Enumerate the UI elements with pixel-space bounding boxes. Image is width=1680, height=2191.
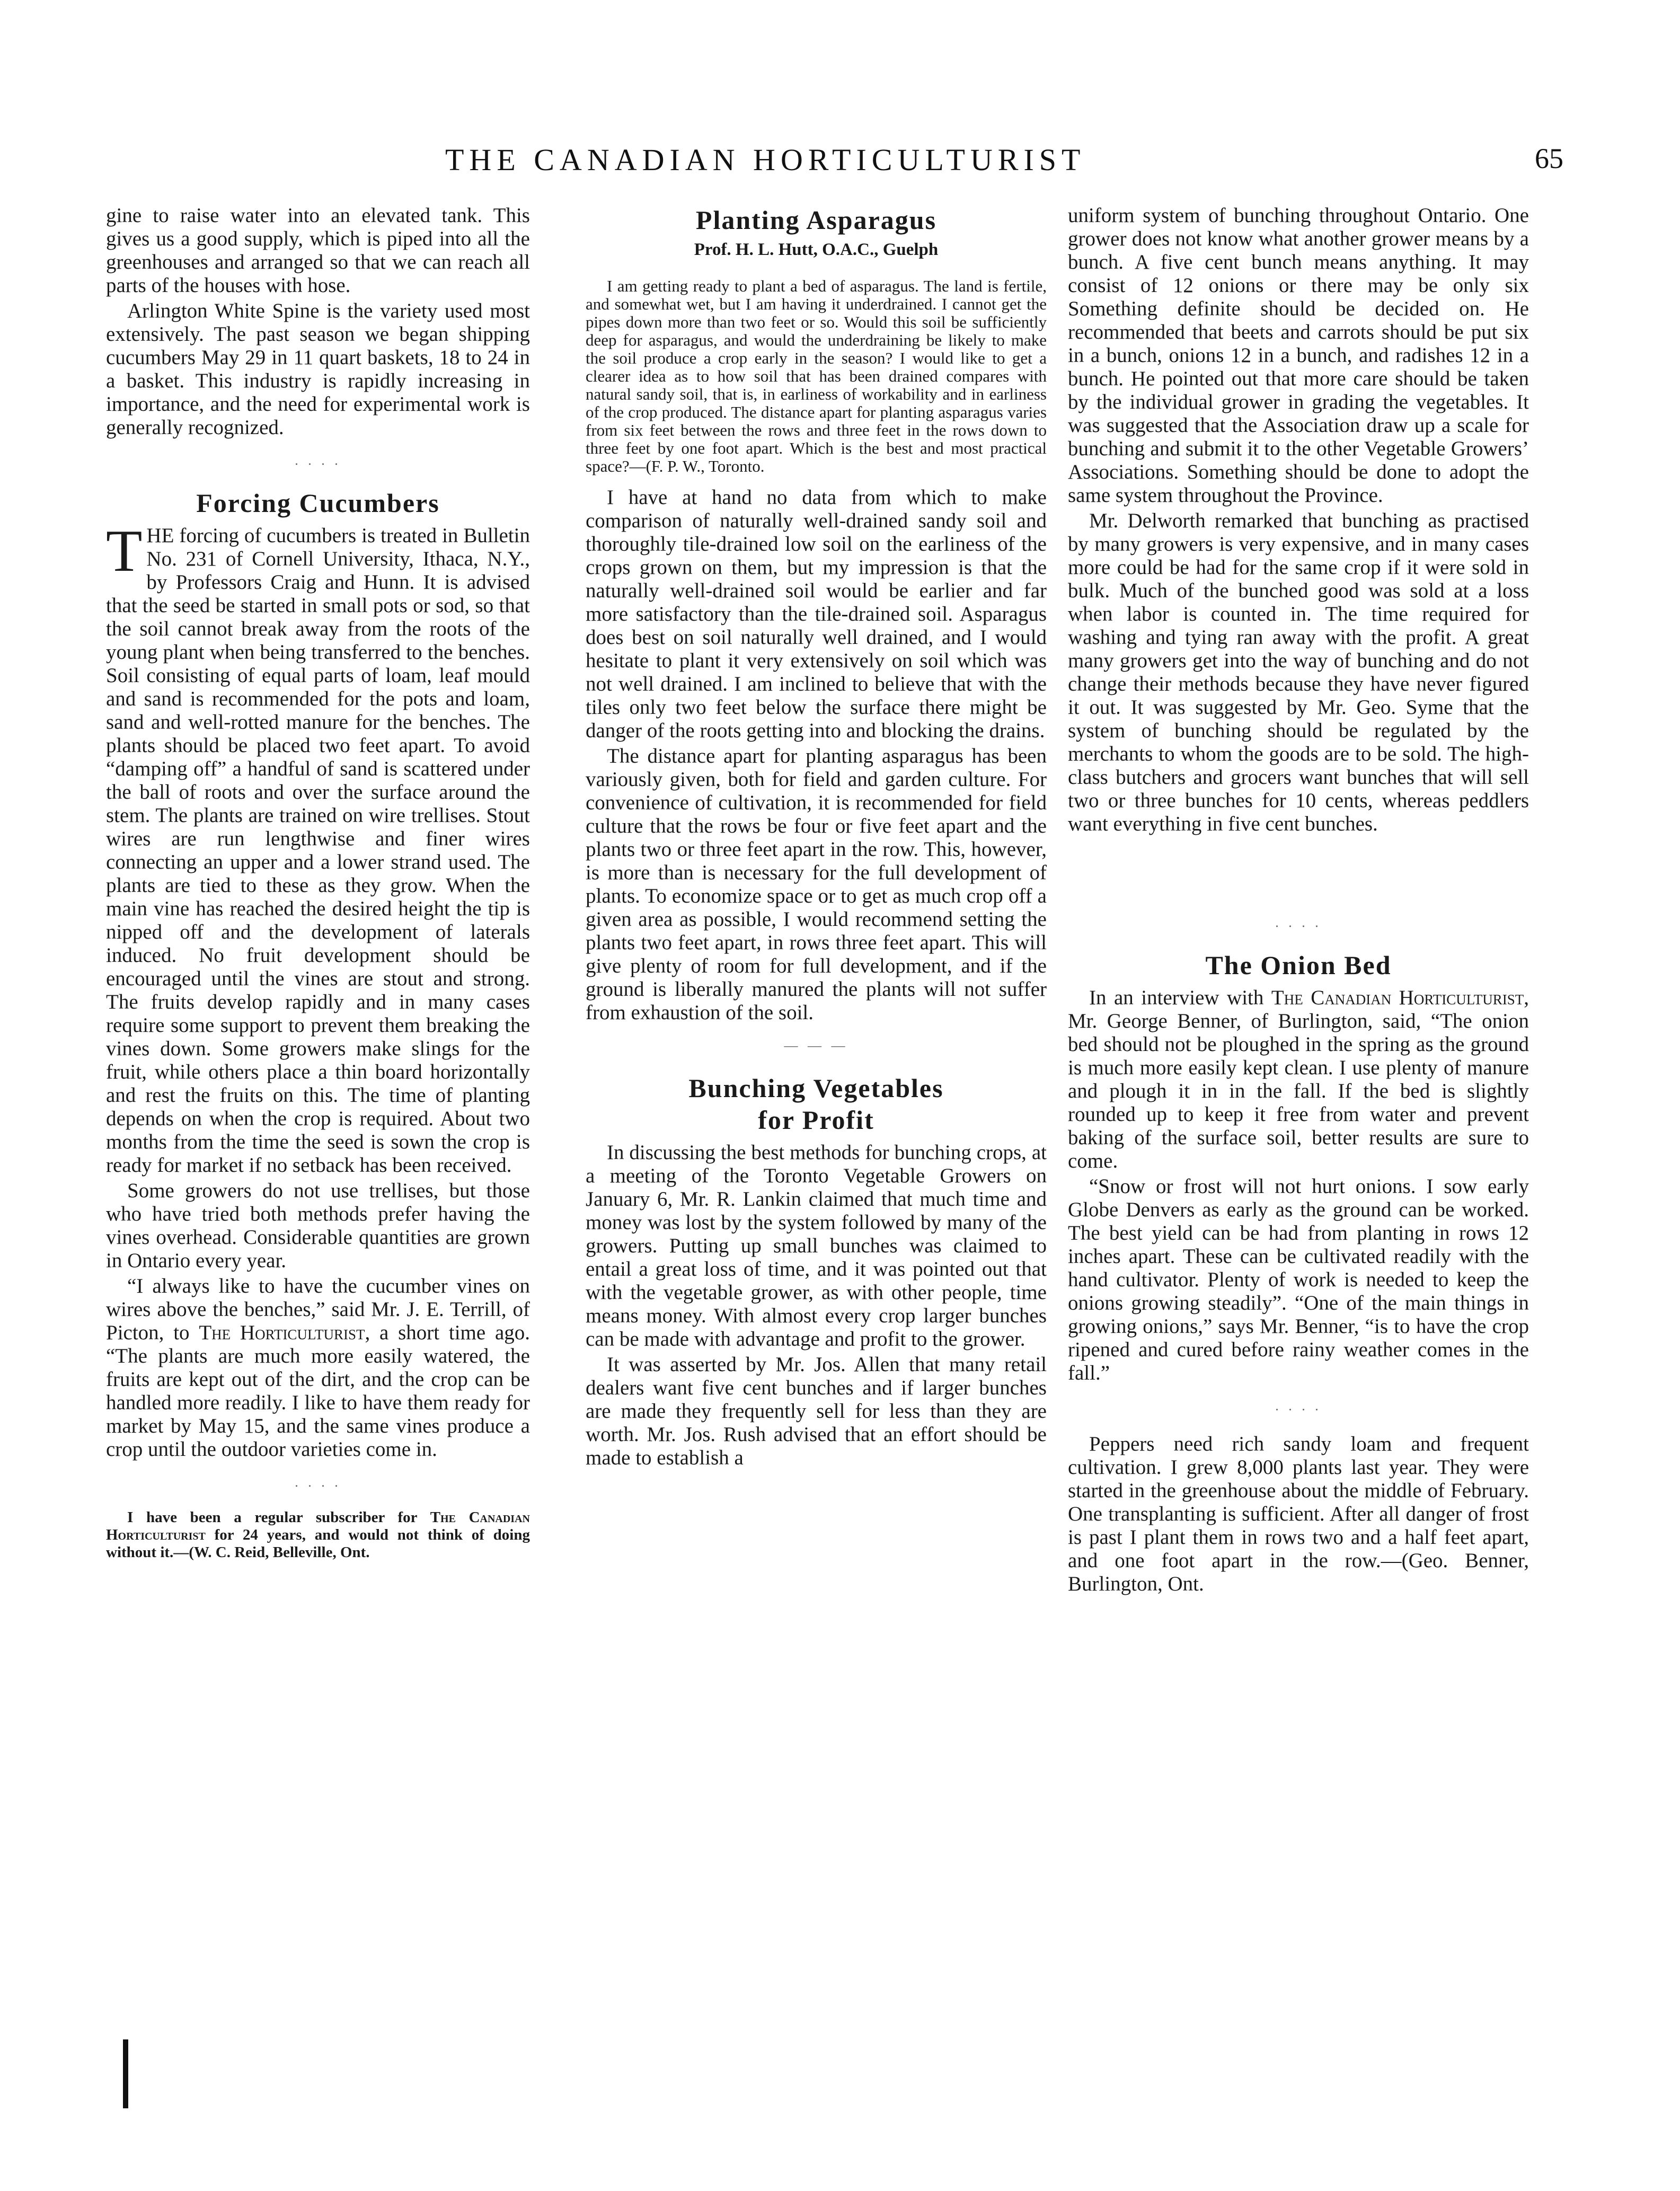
reader-query: I am getting ready to plant a bed of asparagus. The land is fertile, and somewhat wet, but I am having it underdrained. I cannot get the pipes down more than two feet or so. Would this soil be sufficiently deep for asparagus, and would the underdraining be likely to make the soil produce a crop early in the season? I would like to get a clearer idea as to how soil that has been drained compares with natural sandy soil, that is, in earliness of workability and in earliness of the crop produced. The distance apart for planting asparagus varies from six feet between the rows and three feet in the rows down to three feet by one foot apart. Which is the best and most practical space?—(F. P. W., Toronto. bbox=[586, 277, 1047, 475]
section-divider: . . . . bbox=[295, 1474, 341, 1490]
section-divider: — — — bbox=[784, 1038, 848, 1053]
paragraph: uniform system of bunching throughout Ontario. One grower does not know what another grower means by a bunch. A five cent bunch means anything. It may consist of 12 onions or there may be only six Something definite should be decided on. He recommended that beets and carrots should be put six in a bunch, onions 12 in a bunch, and radishes 12 in a bunch. He pointed out that more care should be taken by the individual grower in grading the vegetables. It was suggested that the Association draw up a scale for bunching and submit it to the other Vegetable Growers’ Associations. Something should be done to adopt the same system throughout the Province. bbox=[1068, 204, 1529, 507]
article-heading: The Onion Bed bbox=[1205, 950, 1392, 980]
magazine-name: The Canadian Horticulturist bbox=[106, 1509, 530, 1543]
magazine-name: The Canadian Horticulturist bbox=[1271, 986, 1524, 1009]
paragraph: It was asserted by Mr. Jos. Allen that many retail dealers want five cent bunches and if larger bunches are made they frequently sell for less than they are worth. Mr. Jos. Rush advised that an effort should be made to establish a bbox=[586, 1353, 1047, 1469]
article-heading: Forcing Cucumbers bbox=[196, 488, 440, 518]
paragraph: Some growers do not use trellises, but those who have tried both methods prefer having the vines overhead. Considerable quantities are grown in Ontario every year. bbox=[106, 1179, 530, 1272]
margin-mark bbox=[123, 2039, 128, 2108]
subscriber-note: I have been a regular subscriber for The Canadian Horticulturist for 24 years, and would not think of doing without it.—(W. C. Reid, Belleville, Ont. bbox=[106, 1509, 530, 1561]
column-middle bbox=[586, 204, 1047, 1472]
column-right bbox=[1068, 204, 1529, 1598]
paragraph: “Snow or frost will not hurt onions. I sow early Globe Denvers as early as the ground can be worked. The best yield can be had from planting in rows 12 inches apart. These can be cultivated readily with the hand cultivator. Plenty of work is needed to keep the onions growing steadily”. “One of the main things in growing onions,” says Mr. Benner, “is to have the crop ripened and cured before rainy weather comes in the fall.” bbox=[1068, 1175, 1529, 1384]
page-number: 65 bbox=[1535, 143, 1563, 174]
paragraph: In discussing the best methods for bunching crops, at a meeting of the Toronto Vegetable Growers on January 6, Mr. R. Lankin claimed that much time and money was lost by the system followed by many of the growers. Putting up small bunches was claimed to entail a great loss of time, and it was pointed out that with the vegetable grower, as with other people, time means money. With almost every crop larger bunches can be made with advantage and profit to the grower. bbox=[586, 1141, 1047, 1350]
paragraph: In an interview with The Canadian Horticulturist, Mr. George Benner, of Burlington, said, “The onion bed should not be ploughed in the spring as the ground is much more easily kept clean. I use plenty of manure and plough it in in the fall. If the bed is slightly rounded up to keep it free from water and prevent baking of the surface soil, better results are sure to come. bbox=[1068, 986, 1529, 1172]
running-header bbox=[0, 142, 1680, 184]
column-left bbox=[106, 204, 530, 1561]
paragraph: I have at hand no data from which to make comparison of naturally well-drained sandy soil and thoroughly tile-drained low soil on the earliness of the crops grown on them, but my impression is that the naturally well-drained soil would be earlier and far more satisfactory than the tile-drained soil. Asparagus does best on soil naturally well drained, and I would hesitate to plant it very extensively on soil which was not well drained. I am inclined to believe that with the tiles only two feet below the surface there might be danger of the roots getting into and blocking the drains. bbox=[586, 486, 1047, 742]
article-heading: Bunching Vegetables for Profit bbox=[688, 1073, 944, 1135]
section-divider: . . . . bbox=[295, 453, 341, 468]
paragraph: THE forcing of cucumbers is treated in Bulletin No. 231 of Cornell University, Ithaca, N.Y., by Professors Craig and Hunn. It is advised that the seed be started in small pots or sod, so that the soil cannot break away from the roots of the young plant when being transferred to the benches. Soil consisting of equal parts of loam, leaf mould and sand is recommended for the pots and loam, sand and well-rotted manure for the benches. The plants should be placed two feet apart. To avoid “damping off” a handful of sand is scattered under the ball of roots and over the surface around the stem. The plants are trained on wire trellises. Stout wires are run lengthwise and finer wires connecting an upper and a lower strand used. The plants are tied to these as they grow. When the main vine has reached the desired height the tip is nipped off and the development of laterals induced. No fruit development should be encouraged until the vines are stout and strong. The fruits develop rapidly and in many cases require some support to prevent them breaking the vines down. Some growers make slings for the fruit, while others place a thin board horizontally and rest the fruits on this. The time of planting depends on when the crop is required. About two months from the time the seed is sown the crop is ready for market if no setback has been received. bbox=[106, 518, 530, 1177]
article-heading: Planting Asparagus bbox=[695, 205, 937, 235]
paragraph: The distance apart for planting asparagus has been variously given, both for field and garden culture. For convenience of cultivation, it is recommended for field culture that the rows be four or five feet apart and the plants two or three feet apart in the row. This, however, is more than is necessary for the full development of plants. To economize space or to get as much crop off a given area as possible, I would recommend setting the plants two feet apart, in rows three feet apart. This will give plenty of room for full development, and if the ground is liberally manured the plants will not suffer from exhaustion of the soil. bbox=[586, 745, 1047, 1024]
section-divider: . . . . bbox=[1275, 1398, 1322, 1413]
magazine-name: The Horticulturist bbox=[199, 1321, 365, 1344]
paragraph: “I always like to have the cucumber vines on wires above the benches,” said Mr. J. E. Terrill, of Picton, to The Horticulturist, a short time ago. “The plants are much more easily watered, the fruits are kept out of the dirt, and the crop can be handled more readily. I like to have them ready for market by May 15, and the same vines produce a crop until the outdoor varieties come in. bbox=[106, 1275, 530, 1461]
drop-cap: T bbox=[106, 518, 143, 584]
paragraph: Arlington White Spine is the variety used most extensively. The past season we began shipping cucumbers May 29 in 11 quart baskets, 18 to 24 in a basket. This industry is rapidly increasing in importance, and the need for experimental work is generally recognized. bbox=[106, 299, 530, 439]
paragraph: Peppers need rich sandy loam and frequent cultivation. I grew 8,000 plants last year. They were started in the greenhouse about the middle of February. One transplanting is sufficient. After all danger of frost is past I plant them in rows two and a half feet apart, and one foot apart in the row.—(Geo. Benner, Burlington, Ont. bbox=[1068, 1433, 1529, 1595]
byline: Prof. H. L. Hutt, O.A.C., Guelph bbox=[694, 240, 939, 259]
journal-title: THE CANADIAN HORTICULTURIST bbox=[445, 143, 1086, 177]
paragraph: Mr. Delworth remarked that bunching as practised by many growers is very expensive, and in many cases more could be had for the same crop if it were sold in bulk. Much of the bunched good was sold at a loss when labor is counted in. The time required for washing and tying ran away with the profit. A great many growers get into the way of bunching and do not change their methods because they have never figured it out. It was suggested by Mr. Geo. Syme that the system of bunching should be regulated by the merchants to whom the goods are to be sold. The high-class butchers and grocers want bunches that will sell two or three bunches for 10 cents, whereas peddlers want everything in five cent bunches. bbox=[1068, 509, 1529, 835]
paragraph: gine to raise water into an elevated tank. This gives us a good supply, which is piped into all the greenhouses and arranged so that we can reach all parts of the houses with hose. bbox=[106, 204, 530, 297]
section-divider: . . . . bbox=[1275, 915, 1322, 930]
